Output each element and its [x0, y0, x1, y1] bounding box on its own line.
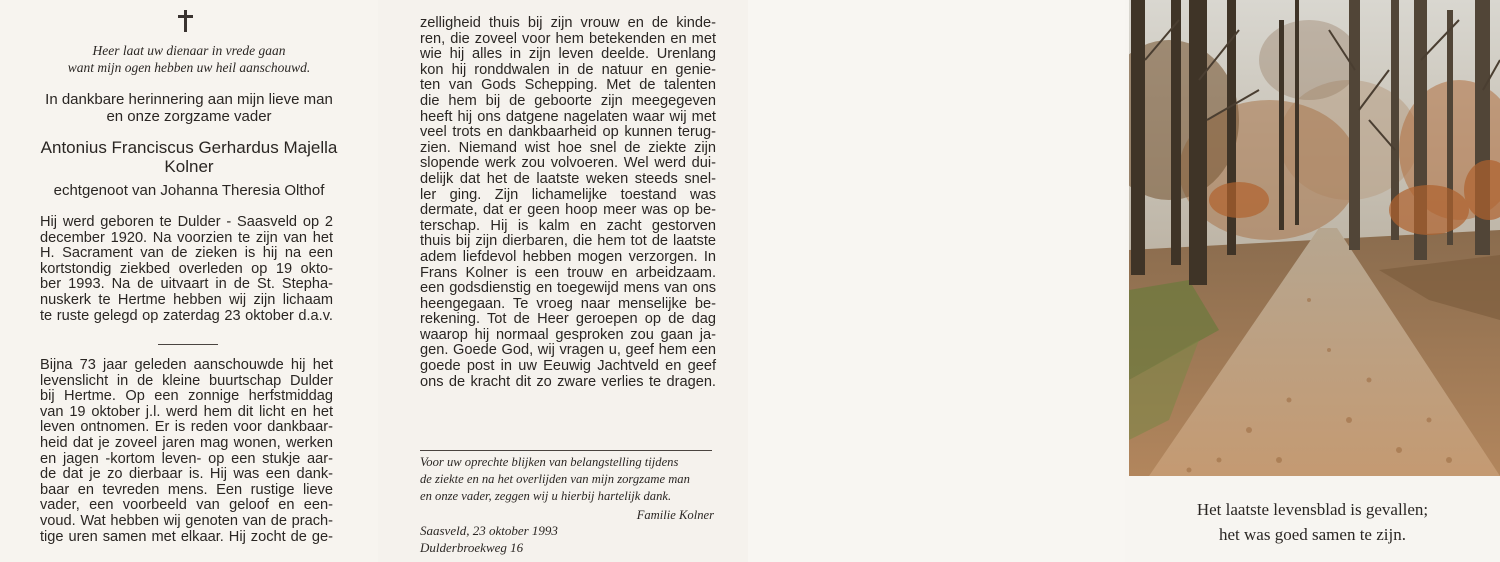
text-line: december 1920. Na voorzien te zijn van het	[40, 229, 333, 246]
biography-paragraph-3	[420, 16, 716, 390]
text-line: de dat je zo dierbaar is. Hij was een dank-	[40, 466, 333, 483]
divider	[158, 344, 218, 345]
text-line: een godsdienstig en toegewijd mens van ons	[420, 280, 716, 297]
text-line: ons de kracht dit zo zware verlies te dragen.	[420, 373, 716, 390]
bible-verse	[0, 42, 378, 76]
intro-line: In dankbare herinnering aan mijn lieve man	[45, 91, 333, 108]
text-line: en jagen -kortom leven- op een stukje aar-	[40, 450, 333, 467]
text-line: Frans Kolner is een trouw en arbeidzaam.	[420, 264, 716, 281]
text-line: goede post in uw Eeuwig Jachtveld en geef	[420, 358, 716, 375]
text-line: veel trots en dankbaarheid op kunnen terug-	[420, 124, 716, 141]
text-line: heeft hij ons datgene nagelaten waar wij met	[420, 108, 716, 125]
verse-line: Heer laat uw dienaar in vrede gaan	[92, 43, 286, 58]
text-line: thuis bij zijn dierbaren, die hem tot de laatste	[420, 233, 716, 250]
biography-paragraph-2	[40, 358, 333, 545]
thanks-line: de ziekte en na het overlijden van mijn zorgzame man	[420, 472, 690, 486]
card-panel-left	[0, 0, 378, 562]
name-line: Kolner	[164, 157, 214, 176]
card-panel-photo	[1125, 0, 1500, 562]
text-line: voud. Wat hebben wij genoten van de prach-	[40, 512, 333, 529]
text-line: wie hij alles in zijn leven deelde. Urenlang	[420, 46, 716, 63]
text-line: slopende werk zou volvoeren. Wel werd dui-	[420, 155, 716, 172]
card-panel-middle	[378, 0, 748, 562]
text-line: heid dat je zoveel jaren mag wonen, werken	[40, 434, 333, 451]
text-line: ten van Gods Schepping. Met de talenten	[420, 77, 716, 94]
divider	[420, 450, 712, 451]
poem-line: het was goed samen te zijn.	[1219, 525, 1406, 544]
thanks-note	[420, 454, 716, 505]
text-line: zelligheid thuis bij zijn vrouw en de kinde-	[420, 15, 716, 31]
biography-paragraph-1	[40, 215, 333, 324]
text-line: die hem bij de geboorte zijn meegegeven	[420, 92, 716, 109]
text-line: gen. Goede God, wij vragen u, geef hem een	[420, 342, 716, 359]
deceased-name	[0, 138, 378, 176]
text-line: leven ontnomen. Er is reden voor dankbaar-	[40, 419, 333, 436]
text-line: dermate, dat er geen hoop meer was op be-	[420, 202, 716, 219]
address: Dulderbroekweg 16	[420, 540, 524, 555]
text-line: Bijna 73 jaar geleden aanschouwde hij het	[40, 357, 333, 373]
text-line: H. Sacrament van de zieken is hij na een	[40, 245, 333, 262]
cross-icon	[176, 8, 196, 32]
text-line: adem liefdevol hebben mogen verzorgen. In	[420, 248, 716, 265]
intro-line: en onze zorgzame vader	[106, 108, 272, 125]
name-line: Antonius Franciscus Gerhardus Majella	[40, 138, 338, 157]
thanks-line: Voor uw oprechte blijken van belangstelling tijdens	[420, 455, 679, 469]
text-line: nuskerk te Hertme hebben wij zijn lichaam	[40, 291, 333, 308]
text-line: kon hij ronddwalen in de natuur en genie-	[420, 61, 716, 78]
thanks-line: en onze vader, zeggen wij u hierbij hartelijk dank.	[420, 489, 672, 503]
text-line: waarop hij normaal gesproken zou gaan ja-	[420, 326, 716, 343]
text-line: te ruste gelegd op zaterdag 23 oktober d.a.v.	[40, 307, 333, 324]
card-panel-blank	[748, 0, 1125, 562]
text-line: rekening. Tot de Heer geroepen op de dag	[420, 311, 716, 328]
text-line: Hij werd geboren te Dulder - Saasveld op 2	[40, 214, 333, 230]
text-line: kortstondig ziekbed overleden op 19 okto-	[40, 260, 333, 277]
text-line: terschap. Hij is kalm en zacht gestorven	[420, 217, 716, 234]
verse-line: want mijn ogen hebben uw heil aanschouwd.	[67, 60, 311, 75]
family-signature: Familie Kolner	[636, 508, 714, 522]
poem-line: Het laatste levensblad is gevallen;	[1196, 500, 1429, 519]
text-line: heengegaan. Te vroeg naar menselijke be-	[420, 295, 716, 312]
text-line: bij Hertme. Op een zonnige herfstmiddag	[40, 388, 333, 405]
text-line: zien. Niemand wist hoe snel de ziekte zijn	[420, 139, 716, 156]
text-line: ren, die zoveel voor hem betekenden en met	[420, 30, 716, 47]
text-line: delijk dat het de laatste weken steeds snel-	[420, 170, 716, 187]
text-line: levenslicht in de kleine buurtschap Dulder	[40, 372, 333, 389]
place-date: Saasveld, 23 oktober 1993	[420, 523, 558, 538]
text-line: ber 1993. Na de uitvaart in de St. Stepha-	[40, 276, 333, 293]
text-line: tige uren samen met elkaar. Hij zocht de ge-	[40, 528, 333, 545]
text-line: van 19 oktober j.l. werd hem dit licht en het	[40, 403, 333, 420]
intro-text	[0, 91, 378, 125]
forest-path-photo	[1129, 0, 1500, 476]
text-line: vader, een voorbeeld van geloof en een-	[40, 497, 333, 514]
spouse-line: echtgenoot van Johanna Theresia Olthof	[53, 182, 325, 199]
text-line: baar en tevreden mens. Een rustige lieve	[40, 481, 333, 498]
text-line: ler ging. Zijn lichamelijke toestand was	[420, 186, 716, 203]
poem	[1125, 497, 1500, 547]
